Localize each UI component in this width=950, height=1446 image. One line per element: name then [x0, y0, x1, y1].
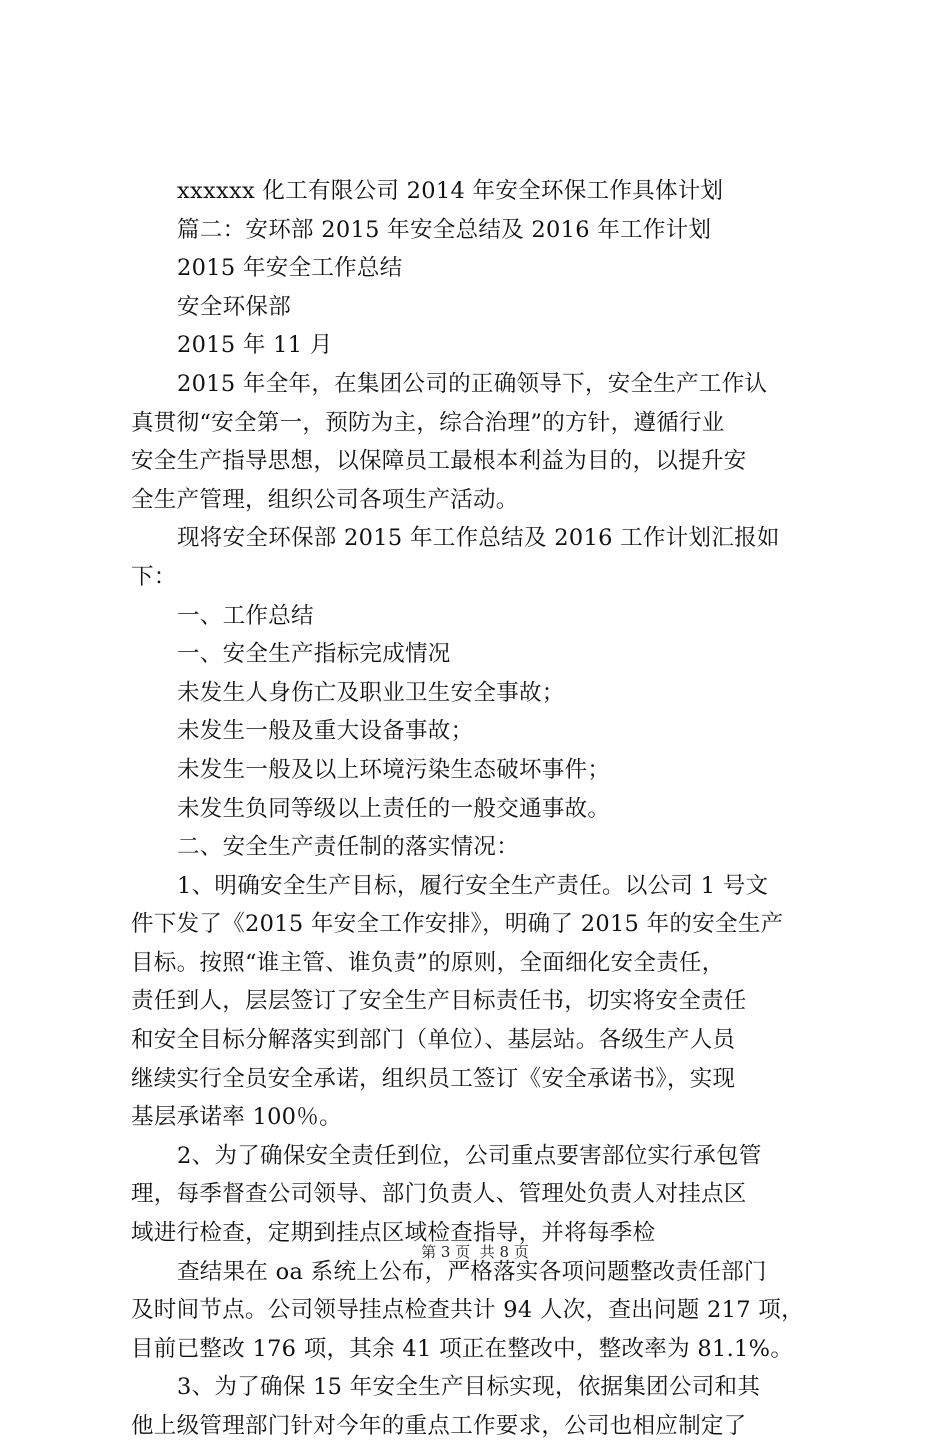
text-line: 2015 年 11 月	[177, 332, 333, 359]
text-line: 未发生一般及重大设备事故；	[177, 718, 474, 745]
text-line: 基层承诺率 100％。	[131, 1104, 342, 1131]
text-line: 未发生负同等级以上责任的一般交通事故。	[177, 795, 611, 822]
page-footer: 第 3 页 共 8 页	[421, 1243, 529, 1261]
text-line: 责任到人，层层签订了安全生产目标责任书，切实将安全责任	[131, 988, 747, 1015]
text-line: 安全生产指导思想，以保障员工最根本利益为目的，以提升安	[131, 448, 747, 475]
text-line: 真贯彻“安全第一，预防为主，综合治理”的方针，遵循行业	[131, 409, 725, 436]
text-line: 一、工作总结	[177, 602, 314, 629]
text-line: 件下发了《2015 年安全工作安排》，明确了 2015 年的安全生产	[131, 911, 784, 938]
text-line: 理，每季督查公司领导、部门负责人、管理处负责人对挂点区	[131, 1181, 747, 1208]
text-line: 目前已整改 176 项，其余 41 项正在整改中，整改率为 81.1%。	[131, 1335, 794, 1362]
text-line: 他上级管理部门针对今年的重点工作要求，公司也相应制定了	[131, 1413, 747, 1439]
text-line: 二、安全生产责任制的落实情况：	[177, 834, 520, 861]
text-line: 未发生人身伤亡及职业卫生安全事故；	[177, 679, 565, 706]
text-line: 篇二：安环部 2015 年安全总结及 2016 年工作计划	[177, 216, 712, 243]
text-line: 及时间节点。公司领导挂点检查共计 94 人次，查出问题 217 项，	[131, 1297, 804, 1324]
text-line: 2015 年全年，在集团公司的正确领导下，安全生产工作认	[177, 370, 768, 397]
text-line: 未发生一般及以上环境污染生态破坏事件；	[177, 756, 611, 783]
text-line: 一、安全生产指标完成情况	[177, 641, 451, 668]
text-line: 下：	[131, 563, 177, 590]
text-line: 查结果在 oa 系统上公布，严格落实各项问题整改责任部门	[177, 1258, 767, 1285]
text-line: xxxxxx 化工有限公司 2014 年安全环保工作具体计划	[177, 178, 724, 204]
text-line: 目标。按照“谁主管、谁负责”的原则，全面细化安全责任，	[131, 949, 725, 976]
text-line: 现将安全环保部 2015 年工作总结及 2016 工作计划汇报如	[177, 525, 780, 552]
text-line: 2、为了确保安全责任到位，公司重点要害部位实行承包管	[177, 1142, 762, 1169]
text-line: 1、明确安全生产目标，履行安全生产责任。以公司 1 号文	[177, 872, 769, 899]
text-line: 2015 年安全工作总结	[177, 255, 403, 282]
text-line: 继续实行全员安全承诺，组织员工签订《安全承诺书》，实现	[131, 1065, 736, 1092]
text-line: 全生产管理，组织公司各项生产活动。	[131, 486, 519, 513]
text-line: 和安全目标分解落实到部门（单位）、基层站。各级生产人员	[131, 1027, 736, 1054]
text-line: 安全环保部	[177, 293, 292, 320]
text-line: 域进行检查，定期到挂点区域检查指导，并将每季检	[131, 1220, 656, 1247]
text-line: 3、为了确保 15 年安全生产目标实现，依据集团公司和其	[177, 1374, 761, 1401]
